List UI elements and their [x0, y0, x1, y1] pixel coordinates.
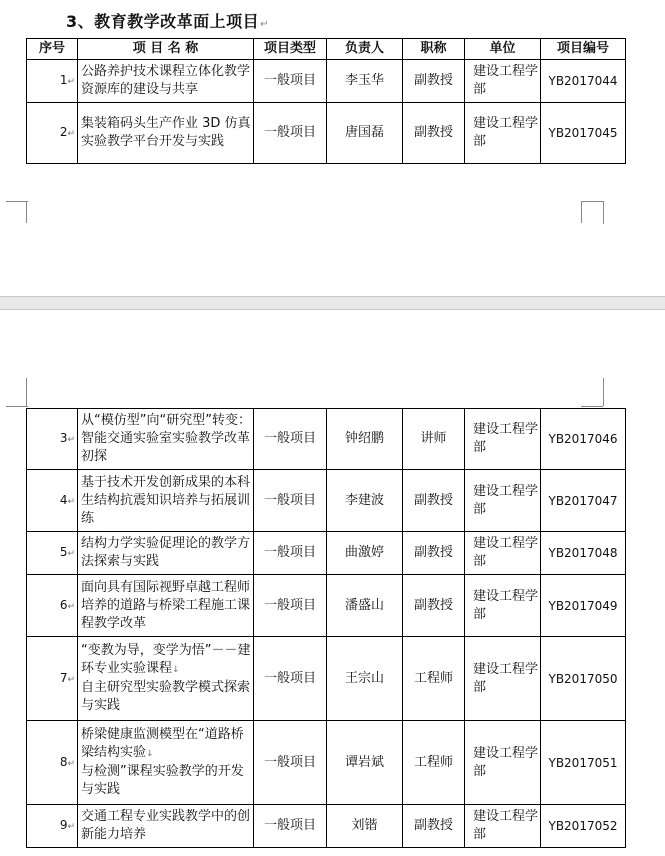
header-type: 项目类型	[254, 39, 327, 60]
cell-leader: 钟绍鹏	[327, 409, 403, 470]
cell-seq: 5↵	[27, 532, 78, 575]
table-header-row	[27, 39, 626, 60]
cell-leader: 唐国磊	[327, 103, 403, 164]
cell-name: 面向具有国际视野卓越工程师培养的道路与桥梁工程施工课程教学改革	[78, 575, 254, 637]
cell-code: YB2017045	[541, 103, 626, 164]
cell-title: 副教授	[403, 103, 465, 164]
table-row	[27, 637, 626, 721]
cell-title: 副教授	[403, 60, 465, 103]
projects-table-part-1	[26, 38, 626, 164]
crop-mark-bottom-right	[581, 378, 603, 407]
cell-unit: 建设工程学部	[465, 60, 541, 103]
cell-seq: 8↵	[27, 721, 78, 805]
cell-unit: 建设工程学部	[465, 409, 541, 470]
cell-title: 工程师	[403, 637, 465, 721]
cell-code: YB2017048	[541, 532, 626, 575]
cell-name: 集装箱码头生产作业 3D 仿真实验教学平台开发与实践	[78, 103, 254, 164]
projects-table-part-2	[26, 408, 626, 848]
header-name: 项 目 名 称	[78, 39, 254, 60]
cell-seq: 1↵	[27, 60, 78, 103]
cell-code: YB2017051	[541, 721, 626, 805]
cell-seq: 4↵	[27, 470, 78, 532]
cell-seq: 2↵	[27, 103, 78, 164]
cell-type: 一般项目	[254, 409, 327, 470]
cell-type: 一般项目	[254, 721, 327, 805]
header-title: 职称	[403, 39, 465, 60]
cell-code: YB2017049	[541, 575, 626, 637]
cell-type: 一般项目	[254, 103, 327, 164]
section-title: 3、教育教学改革面上项目↵	[66, 12, 270, 31]
header-seq: 序号	[27, 39, 78, 60]
cell-code: YB2017052	[541, 805, 626, 848]
cell-name: 桥梁健康监测模型在“道路桥梁结构实验↓ 与检测”课程实验教学的开发与实践	[78, 721, 254, 805]
cell-leader: 李玉华	[327, 60, 403, 103]
cell-name: 交通工程专业实践教学中的创新能力培养	[78, 805, 254, 848]
cell-type: 一般项目	[254, 532, 327, 575]
cell-title: 副教授	[403, 532, 465, 575]
table-row	[27, 470, 626, 532]
cell-leader: 王宗山	[327, 637, 403, 721]
table-row	[27, 532, 626, 575]
crop-mark-bottom-left	[6, 378, 28, 407]
crop-mark-top-right	[581, 201, 604, 224]
table-row	[27, 60, 626, 103]
cell-code: YB2017044	[541, 60, 626, 103]
cell-type: 一般项目	[254, 60, 327, 103]
crop-mark-top-left-vertical	[26, 201, 27, 223]
cell-name: 基于技术开发创新成果的本科生结构抗震知识培养与拓展训练	[78, 470, 254, 532]
header-unit: 单位	[465, 39, 541, 60]
cell-unit: 建设工程学部	[465, 532, 541, 575]
cell-seq: 7↵	[27, 637, 78, 721]
cell-title: 副教授	[403, 470, 465, 532]
table-row	[27, 409, 626, 470]
cell-leader: 潘盛山	[327, 575, 403, 637]
document-page-2	[0, 310, 665, 856]
cell-unit: 建设工程学部	[465, 470, 541, 532]
crop-mark-bottom-left-vertical	[26, 378, 27, 406]
cell-type: 一般项目	[254, 637, 327, 721]
cell-name: 公路养护技术课程立体化教学资源库的建设与共享	[78, 60, 254, 103]
cell-code: YB2017050	[541, 637, 626, 721]
header-code: 项目编号	[541, 39, 626, 60]
table-row	[27, 103, 626, 164]
cell-title: 副教授	[403, 805, 465, 848]
header-leader: 负责人	[327, 39, 403, 60]
crop-mark-top-right-vertical	[581, 201, 582, 223]
cell-seq: 3↵	[27, 409, 78, 470]
cell-unit: 建设工程学部	[465, 805, 541, 848]
cell-seq: 6↵	[27, 575, 78, 637]
cell-seq: 9↵	[27, 805, 78, 848]
crop-mark-bottom-right-vertical	[603, 378, 604, 406]
cell-name: “变教为导，变学为悟”－－建环专业实验课程↓ 自主研究型实验教学模式探索与实践	[78, 637, 254, 721]
cell-leader: 曲激婷	[327, 532, 403, 575]
document-page-1	[0, 0, 665, 296]
cell-code: YB2017046	[541, 409, 626, 470]
cell-unit: 建设工程学部	[465, 575, 541, 637]
cell-title: 工程师	[403, 721, 465, 805]
cell-unit: 建设工程学部	[465, 103, 541, 164]
cell-title: 讲师	[403, 409, 465, 470]
cell-type: 一般项目	[254, 470, 327, 532]
page-break-gap	[0, 296, 665, 310]
cell-unit: 建设工程学部	[465, 721, 541, 805]
cell-title: 副教授	[403, 575, 465, 637]
cell-leader: 刘锴	[327, 805, 403, 848]
crop-mark-top-left	[6, 201, 28, 224]
cell-unit: 建设工程学部	[465, 637, 541, 721]
cell-leader: 谭岩斌	[327, 721, 403, 805]
table-row	[27, 805, 626, 848]
cell-type: 一般项目	[254, 575, 327, 637]
cell-name: 从“模仿型”向“研究型”转变：智能交通实验室实验教学改革初探	[78, 409, 254, 470]
cell-type: 一般项目	[254, 805, 327, 848]
cell-name: 结构力学实验促理论的教学方法探索与实践	[78, 532, 254, 575]
cell-code: YB2017047	[541, 470, 626, 532]
table-row	[27, 721, 626, 805]
table-row	[27, 575, 626, 637]
cell-leader: 李建波	[327, 470, 403, 532]
